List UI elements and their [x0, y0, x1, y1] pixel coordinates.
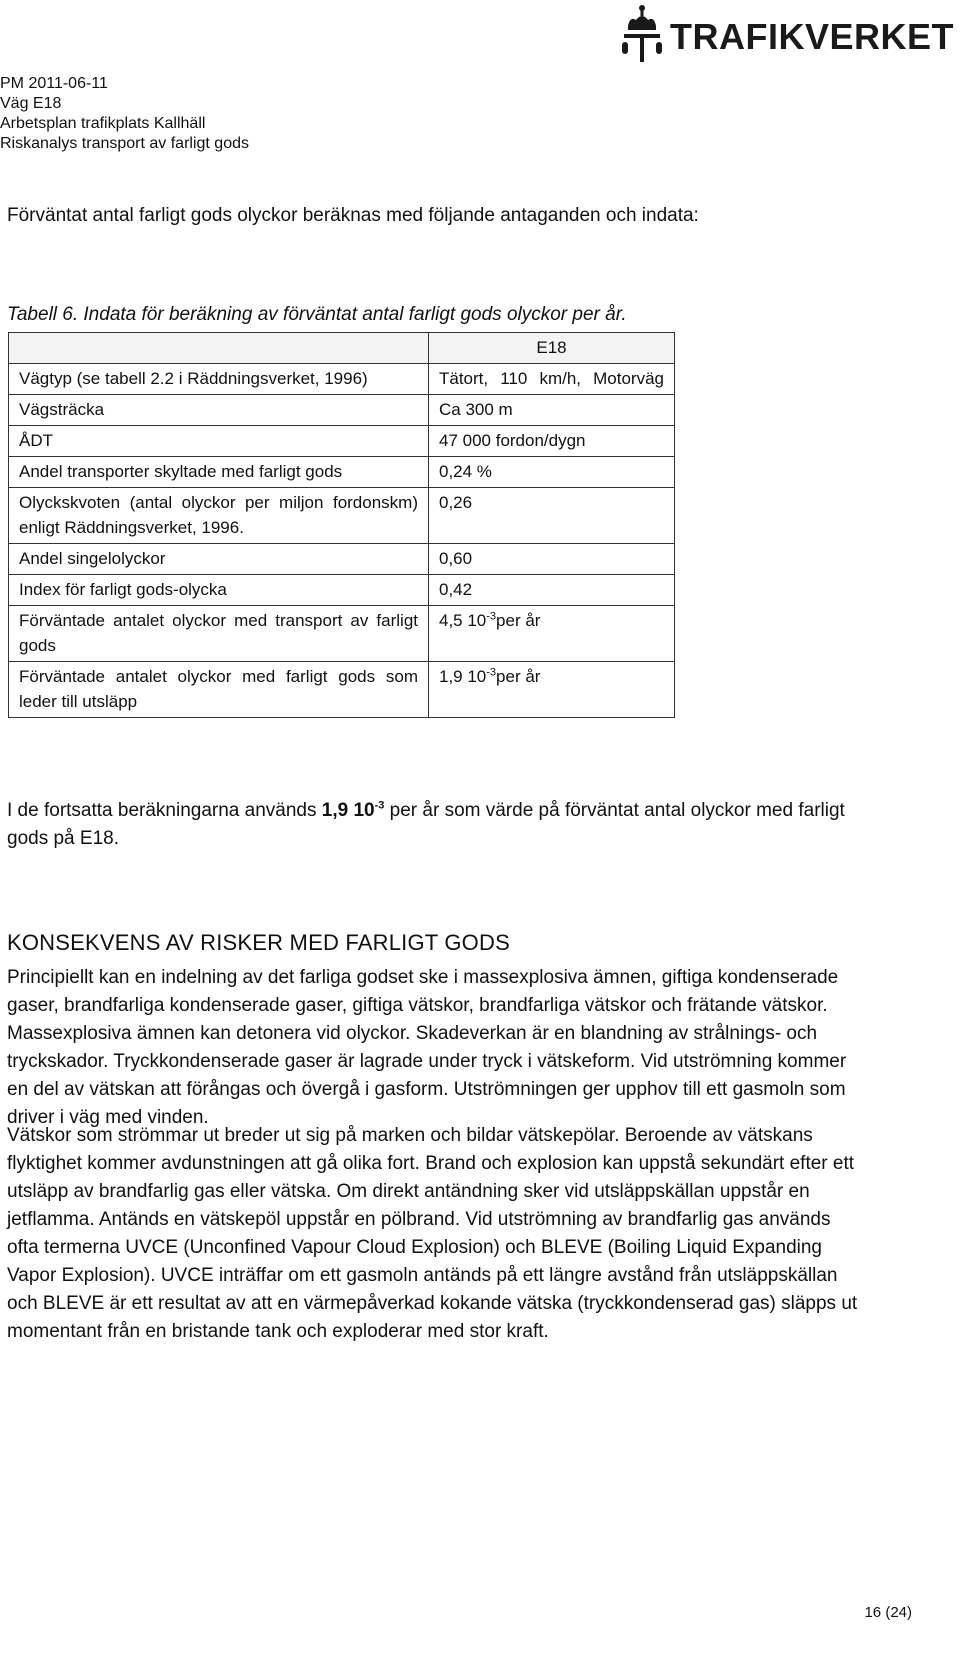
conclusion-post: per år som värde på förväntat antal olyckor med farligt gods på E18. — [7, 800, 845, 849]
table-caption: Tabell 6. Indata för beräkning av förväntat antal farligt gods olyckor per år. — [7, 304, 627, 325]
page-number: 16 (24) — [864, 1604, 912, 1621]
table-row — [9, 488, 675, 544]
table-row — [9, 575, 675, 606]
meta-date: PM 2011-06-11 — [0, 75, 108, 92]
input-data-table — [8, 332, 675, 718]
row-value: Ca 300 m — [429, 395, 675, 426]
logo-wordmark: TRAFIKVERKET — [670, 15, 954, 57]
value-base: 4,5 10 — [439, 611, 487, 630]
trafikverket-logo — [620, 4, 954, 69]
row-value: Tätort, 110 km/h, Motorväg — [429, 364, 675, 395]
body-paragraph-1: Principiellt kan en indelning av det farliga godset ske i massexplosiva ämnen, giftiga kondenserade gaser, brandfarliga kondenserade gaser, giftiga vätskor, brandfarliga vätskor och frätande vätskor. Massexplosiva ämnen kan detonera vid olyckor. Skadeverkan är en blandning av strålnings- och tryckskador. Tryckkondenserade gaser är lagrade under tryck i vätskeform. Vid utströmning kommer en del av vätskan att förångas och övergå i gasform. Utströmningen ger upphov till ett gasmoln som driver i väg med vinden. — [7, 967, 847, 1128]
value-base: 1,9 10 — [439, 667, 487, 686]
meta-project: Arbetsplan trafikplats Kallhäll — [0, 115, 206, 132]
table-row — [9, 364, 675, 395]
row-label: Andel singelolyckor — [9, 544, 429, 575]
row-value: 0,24 % — [429, 457, 675, 488]
intro-text: Förväntat antal farligt gods olyckor beräknas med följande antaganden och indata: — [7, 205, 699, 226]
table-row — [9, 606, 675, 662]
row-value: 0,60 — [429, 544, 675, 575]
row-label: Index för farligt gods-olycka — [9, 575, 429, 606]
row-value — [429, 662, 675, 718]
conclusion-value — [322, 800, 385, 821]
value-exponent: -3 — [486, 610, 497, 623]
table-row — [9, 662, 675, 718]
row-value: 0,42 — [429, 575, 675, 606]
row-label: Vägtyp (se tabell 2.2 i Räddningsverket, 1996) — [9, 364, 429, 395]
row-label: Andel transporter skyltade med farligt gods — [9, 457, 429, 488]
table-row — [9, 426, 675, 457]
conclusion-pre: I de fortsatta beräkningarna används — [7, 800, 322, 821]
table-row — [9, 544, 675, 575]
conclusion-value-exponent: -3 — [374, 799, 385, 812]
meta-title: Riskanalys transport av farligt gods — [0, 135, 249, 152]
value-unit: per år — [496, 667, 541, 686]
row-label: Vägsträcka — [9, 395, 429, 426]
crown-emblem-icon — [620, 4, 664, 69]
table-row — [9, 457, 675, 488]
row-value: 0,26 — [429, 488, 675, 544]
row-value: 47 000 fordon/dygn — [429, 426, 675, 457]
meta-road: Väg E18 — [0, 95, 62, 112]
row-label: Förväntade antalet olyckor med farligt gods som leder till utsläpp — [9, 662, 429, 718]
table-header-e18: E18 — [429, 333, 675, 364]
table-header-empty — [9, 333, 429, 364]
value-unit: per år — [496, 611, 541, 630]
row-label: Förväntade antalet olyckor med transport av farligt gods — [9, 606, 429, 662]
row-label: ÅDT — [9, 426, 429, 457]
table-header-row — [9, 333, 675, 364]
section-heading: KONSEKVENS AV RISKER MED FARLIGT GODS — [7, 930, 510, 955]
document-meta — [0, 74, 249, 154]
row-value — [429, 606, 675, 662]
value-exponent: -3 — [486, 666, 497, 679]
conclusion-paragraph — [7, 797, 867, 853]
conclusion-value-base: 1,9 10 — [321, 800, 375, 821]
table-row — [9, 395, 675, 426]
body-paragraph-2: Vätskor som strömmar ut breder ut sig på marken och bildar vätskepölar. Beroende av vätskans flyktighet kommer avdunstningen att gå olika fort. Brand och explosion kan uppstå sekundärt efter ett utsläpp av brandfarlig gas eller vätska. Om direkt antändning sker vid utsläppskällan uppstår en jetflamma. Antänds en vätskepöl uppstår en pölbrand. Vid utströmning av brandfarlig gas används ofta termerna UVCE (Unconfined Vapour Cloud Explosion) och BLEVE (Boiling Liquid Expanding Vapor Explosion). UVCE inträffar om ett gasmoln antänds på ett längre avstånd från utsläppskällan och BLEVE är ett resultat av att en värmepåverkad kokande vätska (tryckkondenserad gas) släpps ut momentant från en bristande tank och exploderar med stor kraft. — [7, 1125, 858, 1342]
row-label: Olyckskvoten (antal olyckor per miljon fordonskm) enligt Räddningsverket, 1996. — [9, 488, 429, 544]
